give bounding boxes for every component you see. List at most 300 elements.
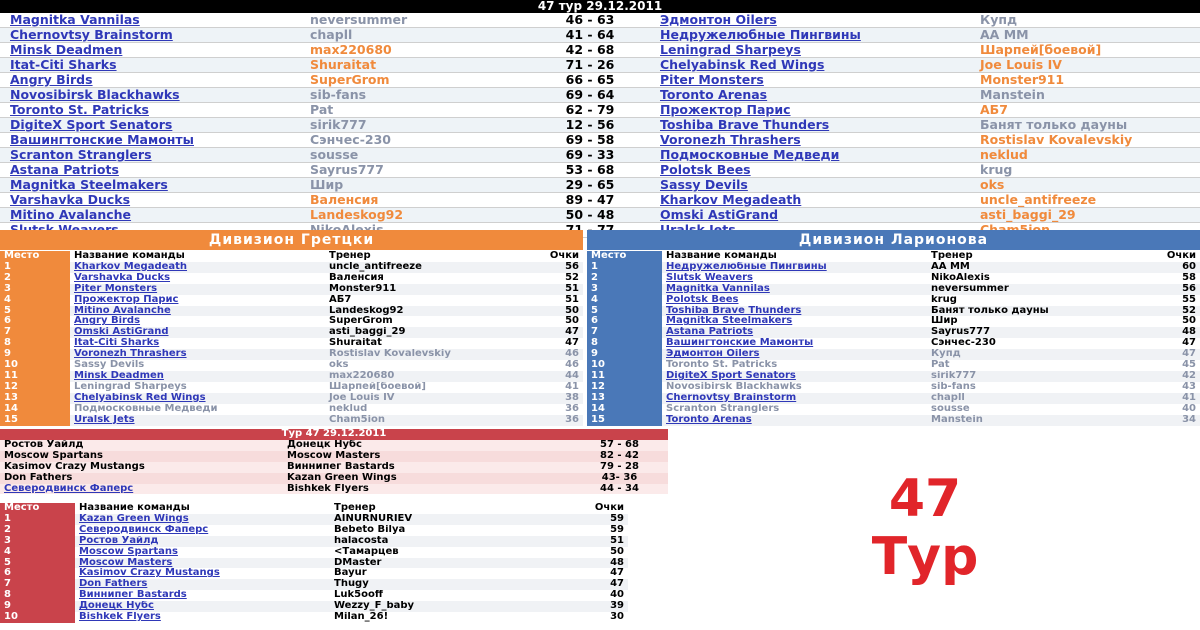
home-team: Kasimov Crazy Mustangs bbox=[0, 462, 283, 473]
standings-row bbox=[0, 327, 583, 338]
coach: oks bbox=[329, 360, 349, 371]
home-team: Вашингтонские Мамонты bbox=[0, 133, 300, 148]
team-name[interactable]: Toshiba Brave Thunders bbox=[662, 306, 927, 317]
points: 30 bbox=[610, 612, 624, 623]
team-name[interactable]: Voronezh Thrashers bbox=[70, 349, 325, 360]
standings-row bbox=[0, 536, 628, 547]
match-score: 12 - 56 bbox=[530, 118, 650, 133]
standings-header: Тренер bbox=[334, 503, 376, 513]
team-name[interactable]: DigiteX Sport Senators bbox=[662, 371, 927, 382]
away-coach: krug bbox=[970, 163, 1200, 178]
team-name[interactable]: Toronto St. Patricks bbox=[666, 360, 778, 371]
match-score: 57 - 68 bbox=[571, 440, 668, 451]
points: 52 bbox=[1140, 306, 1200, 317]
standings-row bbox=[587, 295, 1200, 306]
coach: Thugy bbox=[330, 579, 545, 590]
home-coach: Шир bbox=[300, 178, 530, 193]
team-name[interactable]: Chelyabinsk Red Wings bbox=[70, 393, 325, 404]
away-team: Toronto Arenas bbox=[650, 88, 970, 103]
match-row bbox=[0, 118, 1200, 133]
standings-header: Очки bbox=[549, 251, 579, 261]
standings-row bbox=[0, 382, 583, 393]
position: 6 bbox=[0, 316, 70, 327]
match-score: 46 - 63 bbox=[530, 13, 650, 28]
coach: DMaster bbox=[330, 558, 545, 569]
standings-row bbox=[0, 579, 628, 590]
coach: Joe Louis IV bbox=[325, 393, 535, 404]
match-row bbox=[0, 208, 1200, 223]
position: 1 bbox=[587, 262, 662, 273]
home-team: Toronto St. Patricks bbox=[0, 103, 300, 118]
coach: Банят только дауны bbox=[927, 306, 1140, 317]
standings-row bbox=[0, 404, 583, 415]
coach: Валенсия bbox=[329, 272, 384, 283]
home-coach: sousse bbox=[300, 148, 530, 163]
coach: Wezzy_F_baby bbox=[330, 601, 545, 612]
tour-word: Тур bbox=[871, 527, 979, 587]
standings-row bbox=[587, 316, 1200, 327]
match-row bbox=[0, 73, 1200, 88]
away-team: Виннипег Bastards bbox=[283, 462, 571, 473]
standings-header: Название команды bbox=[666, 251, 777, 261]
standings-row bbox=[587, 327, 1200, 338]
match-row bbox=[0, 58, 1200, 73]
match-score: 66 - 65 bbox=[530, 73, 650, 88]
match-results-table bbox=[0, 13, 1200, 238]
standings-row bbox=[587, 284, 1200, 295]
team-name[interactable]: Sassy Devils bbox=[74, 360, 145, 371]
position: 4 bbox=[587, 295, 662, 306]
team-name[interactable]: Angry Birds bbox=[74, 316, 141, 327]
position: 5 bbox=[0, 558, 75, 569]
team-name[interactable]: Вашингтонские Мамонты bbox=[666, 338, 814, 349]
match-row bbox=[0, 148, 1200, 163]
standings-row bbox=[587, 262, 1200, 273]
standings-row bbox=[0, 393, 583, 404]
home-coach: SuperGrom bbox=[300, 73, 530, 88]
away-team: Omski AstiGrand bbox=[650, 208, 970, 223]
match-score: 29 - 65 bbox=[530, 178, 650, 193]
team-name[interactable]: Kasimov Crazy Mustangs bbox=[79, 568, 220, 579]
away-coach: neklud bbox=[970, 148, 1200, 163]
match-score: 82 - 42 bbox=[571, 451, 668, 462]
away-team: Polotsk Bees bbox=[650, 163, 970, 178]
team-name[interactable]: Scranton Stranglers bbox=[666, 403, 780, 414]
points: 60 bbox=[1140, 262, 1200, 273]
standings-row bbox=[0, 284, 583, 295]
team-name[interactable]: Moscow Masters bbox=[75, 558, 330, 569]
away-team: Moscow Masters bbox=[283, 451, 571, 462]
coach: Cham5ion bbox=[325, 415, 535, 426]
standings-row bbox=[587, 382, 1200, 393]
match-row bbox=[0, 88, 1200, 103]
coach: sousse bbox=[931, 403, 970, 414]
standings-row bbox=[0, 547, 628, 558]
points: 50 bbox=[610, 546, 624, 557]
points: 51 bbox=[545, 536, 628, 547]
position: 8 bbox=[0, 590, 75, 601]
coach: max220680 bbox=[325, 371, 535, 382]
standings-row bbox=[0, 415, 583, 426]
standings-row bbox=[587, 306, 1200, 317]
position: 13 bbox=[587, 393, 662, 404]
division-gretzky-header: Дивизион Гретцки bbox=[0, 230, 583, 250]
standings-row bbox=[0, 360, 583, 371]
match-score: 53 - 68 bbox=[530, 163, 650, 178]
home-coach: max220680 bbox=[300, 43, 530, 58]
standings-header: Очки bbox=[1166, 251, 1196, 261]
away-coach: Joe Louis IV bbox=[970, 58, 1200, 73]
match-row bbox=[0, 43, 1200, 58]
points: 39 bbox=[545, 601, 628, 612]
coach: Sayrus777 bbox=[927, 327, 1140, 338]
standings-row bbox=[587, 360, 1200, 371]
team-name[interactable]: Донецк Нубс bbox=[75, 601, 330, 612]
home-team: Novosibirsk Blackhawks bbox=[0, 88, 300, 103]
match-row bbox=[0, 28, 1200, 43]
team-name[interactable]: Прожектор Парис bbox=[74, 294, 179, 305]
position: 12 bbox=[587, 382, 662, 393]
team-name[interactable]: Don Fathers bbox=[75, 579, 330, 590]
coach: Сэнчес-230 bbox=[931, 338, 996, 349]
away-coach: asti_baggi_29 bbox=[970, 208, 1200, 223]
division-gretzky-standings bbox=[0, 251, 583, 426]
match-score: 79 - 28 bbox=[571, 462, 668, 473]
standings-row bbox=[587, 273, 1200, 284]
standings-row bbox=[0, 349, 583, 360]
standings-row bbox=[587, 371, 1200, 382]
away-coach: AБ7 bbox=[970, 103, 1200, 118]
tour-2-results bbox=[0, 429, 668, 494]
away-coach: Банят только дауны bbox=[970, 118, 1200, 133]
away-team: Подмосковные Медведи bbox=[650, 148, 970, 163]
position: 10 bbox=[0, 612, 75, 623]
coach: Bebeto Bilya bbox=[334, 524, 406, 535]
home-team: Scranton Stranglers bbox=[0, 148, 300, 163]
points: 45 bbox=[1182, 360, 1196, 371]
points: 56 bbox=[535, 262, 583, 273]
away-team: Bishkek Flyers bbox=[283, 484, 571, 495]
standings-header: Тренер bbox=[931, 251, 973, 261]
points: 41 bbox=[565, 381, 579, 392]
tour-2-title-row bbox=[0, 429, 668, 440]
standings-row bbox=[0, 316, 583, 327]
away-team: Voronezh Thrashers bbox=[650, 133, 970, 148]
away-team: Sassy Devils bbox=[650, 178, 970, 193]
standings-row bbox=[587, 404, 1200, 415]
home-team: Mitino Avalanche bbox=[0, 208, 300, 223]
standings-row bbox=[0, 262, 583, 273]
points: 47 bbox=[1140, 349, 1200, 360]
match-score: 69 - 64 bbox=[530, 88, 650, 103]
coach: Manstein bbox=[927, 415, 1140, 426]
team-name[interactable]: Astana Patriots bbox=[662, 327, 927, 338]
points: 58 bbox=[1182, 272, 1196, 283]
away-team: Недружелюбные Пингвины bbox=[650, 28, 970, 43]
standings-row bbox=[0, 568, 628, 579]
standings-row bbox=[587, 338, 1200, 349]
away-team: Kharkov Megadeath bbox=[650, 193, 970, 208]
coach: neversummer bbox=[927, 284, 1140, 295]
team-name[interactable]: Северодвинск Фаперс bbox=[79, 524, 209, 535]
points: 47 bbox=[565, 338, 579, 349]
team-name[interactable]: Toronto Arenas bbox=[662, 415, 927, 426]
team-name[interactable]: Omski AstiGrand bbox=[70, 327, 325, 338]
points: 50 bbox=[565, 316, 579, 327]
position: 8 bbox=[0, 338, 70, 349]
standings-row bbox=[587, 415, 1200, 426]
standings-row bbox=[0, 306, 583, 317]
position: 10 bbox=[0, 360, 70, 371]
team-name[interactable]: Magnitka Steelmakers bbox=[666, 316, 793, 327]
coach: krug bbox=[931, 294, 957, 305]
team-name[interactable]: Bishkek Flyers bbox=[79, 612, 161, 623]
match-score: 69 - 58 bbox=[530, 133, 650, 148]
home-team: Astana Patriots bbox=[0, 163, 300, 178]
points: 56 bbox=[1140, 284, 1200, 295]
team-name[interactable]: Kazan Green Wings bbox=[75, 514, 330, 525]
points: 36 bbox=[565, 403, 579, 414]
position: 1 bbox=[0, 262, 70, 273]
match-row bbox=[0, 163, 1200, 178]
home-team: Itat-Citi Sharks bbox=[0, 58, 300, 73]
match-row bbox=[0, 103, 1200, 118]
coach: NikoAlexis bbox=[931, 272, 990, 283]
position: 11 bbox=[0, 371, 70, 382]
tour-title: 47 тур 29.12.2011 bbox=[0, 0, 1200, 13]
coach: Шир bbox=[931, 316, 958, 327]
home-team: DigiteX Sport Senators bbox=[0, 118, 300, 133]
points: 59 bbox=[610, 524, 624, 535]
position: 13 bbox=[0, 393, 70, 404]
tour-2-match-row bbox=[0, 451, 668, 462]
home-coach: Pat bbox=[300, 103, 530, 118]
position: 5 bbox=[587, 306, 662, 317]
match-score: 42 - 68 bbox=[530, 43, 650, 58]
team-name[interactable]: Polotsk Bees bbox=[666, 294, 739, 305]
points: 48 bbox=[1140, 327, 1200, 338]
away-coach: Manstein bbox=[970, 88, 1200, 103]
points: 46 bbox=[535, 349, 583, 360]
match-score: 89 - 47 bbox=[530, 193, 650, 208]
tour-number: 47 bbox=[888, 469, 962, 529]
position: 3 bbox=[0, 284, 70, 295]
points: 43 bbox=[1182, 381, 1196, 392]
home-coach: Landeskog92 bbox=[300, 208, 530, 223]
standings-header-row bbox=[0, 251, 583, 262]
away-team: Leningrad Sharpeys bbox=[650, 43, 970, 58]
coach: AA MM bbox=[927, 262, 1140, 273]
points: 47 bbox=[545, 579, 628, 590]
points: 41 bbox=[1140, 393, 1200, 404]
position: 15 bbox=[0, 415, 70, 426]
standings-header: Место bbox=[587, 251, 662, 262]
home-coach: Сэнчес-230 bbox=[300, 133, 530, 148]
team-name[interactable]: Mitino Avalanche bbox=[70, 306, 325, 317]
team-name[interactable]: Leningrad Sharpeys bbox=[74, 381, 187, 392]
standings-row bbox=[0, 371, 583, 382]
coach: Pat bbox=[931, 360, 950, 371]
away-team: Донецк Нубс bbox=[283, 440, 571, 451]
team-name[interactable]: Подмосковные Медведи bbox=[74, 403, 218, 414]
home-coach: sirik777 bbox=[300, 118, 530, 133]
position: 9 bbox=[0, 601, 75, 612]
standings-row bbox=[0, 514, 628, 525]
coach: chapll bbox=[927, 393, 1140, 404]
away-team: Chelyabinsk Red Wings bbox=[650, 58, 970, 73]
tour-2-match-row bbox=[0, 484, 668, 495]
position: 9 bbox=[0, 349, 70, 360]
away-team: Эдмонтон Oilers bbox=[650, 13, 970, 28]
coach: Monster911 bbox=[325, 284, 535, 295]
coach: neklud bbox=[329, 403, 368, 414]
standings-row bbox=[0, 273, 583, 284]
coach: uncle_antifreeze bbox=[325, 262, 535, 273]
team-name[interactable]: Piter Monsters bbox=[70, 284, 325, 295]
home-team: Moscow Spartans bbox=[0, 451, 283, 462]
team-name[interactable]: Ростов Уайлд bbox=[75, 536, 330, 547]
home-team: Северодвинск Фаперс bbox=[0, 484, 283, 495]
standings-row bbox=[587, 393, 1200, 404]
away-coach: Monster911 bbox=[970, 73, 1200, 88]
position: 3 bbox=[0, 536, 75, 547]
division-larionov-standings bbox=[587, 251, 1200, 426]
team-name[interactable]: Uralsk Jets bbox=[70, 415, 325, 426]
team-name[interactable]: Chernovtsy Brainstorm bbox=[662, 393, 927, 404]
away-coach: Купд bbox=[970, 13, 1200, 28]
points: 36 bbox=[535, 415, 583, 426]
points: 40 bbox=[1182, 403, 1196, 414]
match-score: 69 - 33 bbox=[530, 148, 650, 163]
position: 1 bbox=[0, 514, 75, 525]
team-name[interactable]: Slutsk Weavers bbox=[666, 272, 754, 283]
coach: AINURNURIEV bbox=[330, 514, 545, 525]
points: 48 bbox=[545, 558, 628, 569]
team-name[interactable]: Itat-Citi Sharks bbox=[74, 338, 160, 349]
position: 7 bbox=[0, 327, 70, 338]
standings-header: Место bbox=[0, 503, 75, 514]
points: 52 bbox=[565, 272, 579, 283]
points: 46 bbox=[565, 360, 579, 371]
team-name[interactable]: Magnitka Vannilas bbox=[662, 284, 927, 295]
position: 6 bbox=[587, 316, 662, 327]
coach: sib-fans bbox=[931, 381, 976, 392]
standings-row bbox=[0, 612, 628, 623]
position: 5 bbox=[0, 306, 70, 317]
standings-row bbox=[0, 525, 628, 536]
points: 40 bbox=[610, 590, 624, 601]
tour-number-banner bbox=[820, 470, 1030, 586]
position: 15 bbox=[587, 415, 662, 426]
home-team: Minsk Deadmen bbox=[0, 43, 300, 58]
points: 47 bbox=[535, 327, 583, 338]
points: 50 bbox=[1182, 316, 1196, 327]
points: 55 bbox=[1182, 294, 1196, 305]
standings-header: Очки bbox=[594, 503, 624, 513]
home-coach: Валенсия bbox=[300, 193, 530, 208]
away-team: Toshiba Brave Thunders bbox=[650, 118, 970, 133]
team-name[interactable]: Novosibirsk Blackhawks bbox=[666, 381, 802, 392]
match-score: 62 - 79 bbox=[530, 103, 650, 118]
position: 2 bbox=[0, 273, 70, 284]
home-coach: Shuraitat bbox=[300, 58, 530, 73]
position: 14 bbox=[587, 404, 662, 415]
match-score: 41 - 64 bbox=[530, 28, 650, 43]
position: 9 bbox=[587, 349, 662, 360]
position: 7 bbox=[0, 579, 75, 590]
tour-2-match-row bbox=[0, 440, 668, 451]
coach: asti_baggi_29 bbox=[325, 327, 535, 338]
team-name[interactable]: Kharkov Megadeath bbox=[70, 262, 325, 273]
away-coach: Rostislav Kovalevskiy bbox=[970, 133, 1200, 148]
standings-header: Название команды bbox=[74, 251, 185, 261]
points: 47 bbox=[610, 568, 624, 579]
team-name[interactable]: Moscow Spartans bbox=[79, 546, 178, 557]
points: 51 bbox=[565, 294, 579, 305]
coach: Rostislav Kovalevskiy bbox=[325, 349, 535, 360]
standings-row bbox=[0, 601, 628, 612]
position: 3 bbox=[587, 284, 662, 295]
tour-2-match-row bbox=[0, 462, 668, 473]
standings-header-row bbox=[587, 251, 1200, 262]
match-score: 71 - 26 bbox=[530, 58, 650, 73]
home-team: Magnitka Steelmakers bbox=[0, 178, 300, 193]
match-row bbox=[0, 13, 1200, 28]
standings-row bbox=[0, 590, 628, 601]
position: 12 bbox=[0, 382, 70, 393]
home-coach: sib-fans bbox=[300, 88, 530, 103]
results-board bbox=[0, 0, 1200, 238]
team-name[interactable]: Minsk Deadmen bbox=[70, 371, 325, 382]
position: 11 bbox=[587, 371, 662, 382]
away-coach: oks bbox=[970, 178, 1200, 193]
points: 44 bbox=[535, 371, 583, 382]
coach: Шарпей[боевой] bbox=[329, 381, 426, 392]
standings-row bbox=[587, 349, 1200, 360]
match-score: 50 - 48 bbox=[530, 208, 650, 223]
position: 14 bbox=[0, 404, 70, 415]
away-team: Прожектор Парис bbox=[650, 103, 970, 118]
position: 4 bbox=[0, 295, 70, 306]
away-team: Kazan Green Wings bbox=[283, 473, 571, 484]
position: 8 bbox=[587, 338, 662, 349]
points: 51 bbox=[535, 284, 583, 295]
match-row bbox=[0, 133, 1200, 148]
position: 10 bbox=[587, 360, 662, 371]
standings-header: Тренер bbox=[329, 251, 371, 261]
home-team: Don Fathers bbox=[0, 473, 283, 484]
points: 42 bbox=[1140, 371, 1200, 382]
coach: Bayur bbox=[334, 568, 367, 579]
team-name[interactable]: Эдмонтон Oilers bbox=[662, 349, 927, 360]
standings-header: Название команды bbox=[79, 503, 190, 513]
coach: halacosta bbox=[330, 536, 545, 547]
tour-2-match-row bbox=[0, 473, 668, 484]
home-team: Varshavka Ducks bbox=[0, 193, 300, 208]
team-name[interactable]: Недружелюбные Пингвины bbox=[662, 262, 927, 273]
team-name[interactable]: Виннипег Bastards bbox=[79, 590, 187, 601]
coach: Milan_26! bbox=[334, 612, 389, 623]
home-team: Chernovtsy Brainstorm bbox=[0, 28, 300, 43]
home-coach: neversummer bbox=[300, 13, 530, 28]
standings-row bbox=[0, 558, 628, 569]
standings-header: Место bbox=[0, 251, 70, 262]
away-coach: AA MM bbox=[970, 28, 1200, 43]
position: 6 bbox=[0, 568, 75, 579]
points: 38 bbox=[535, 393, 583, 404]
team-name[interactable]: Varshavka Ducks bbox=[74, 272, 171, 283]
position: 4 bbox=[0, 547, 75, 558]
